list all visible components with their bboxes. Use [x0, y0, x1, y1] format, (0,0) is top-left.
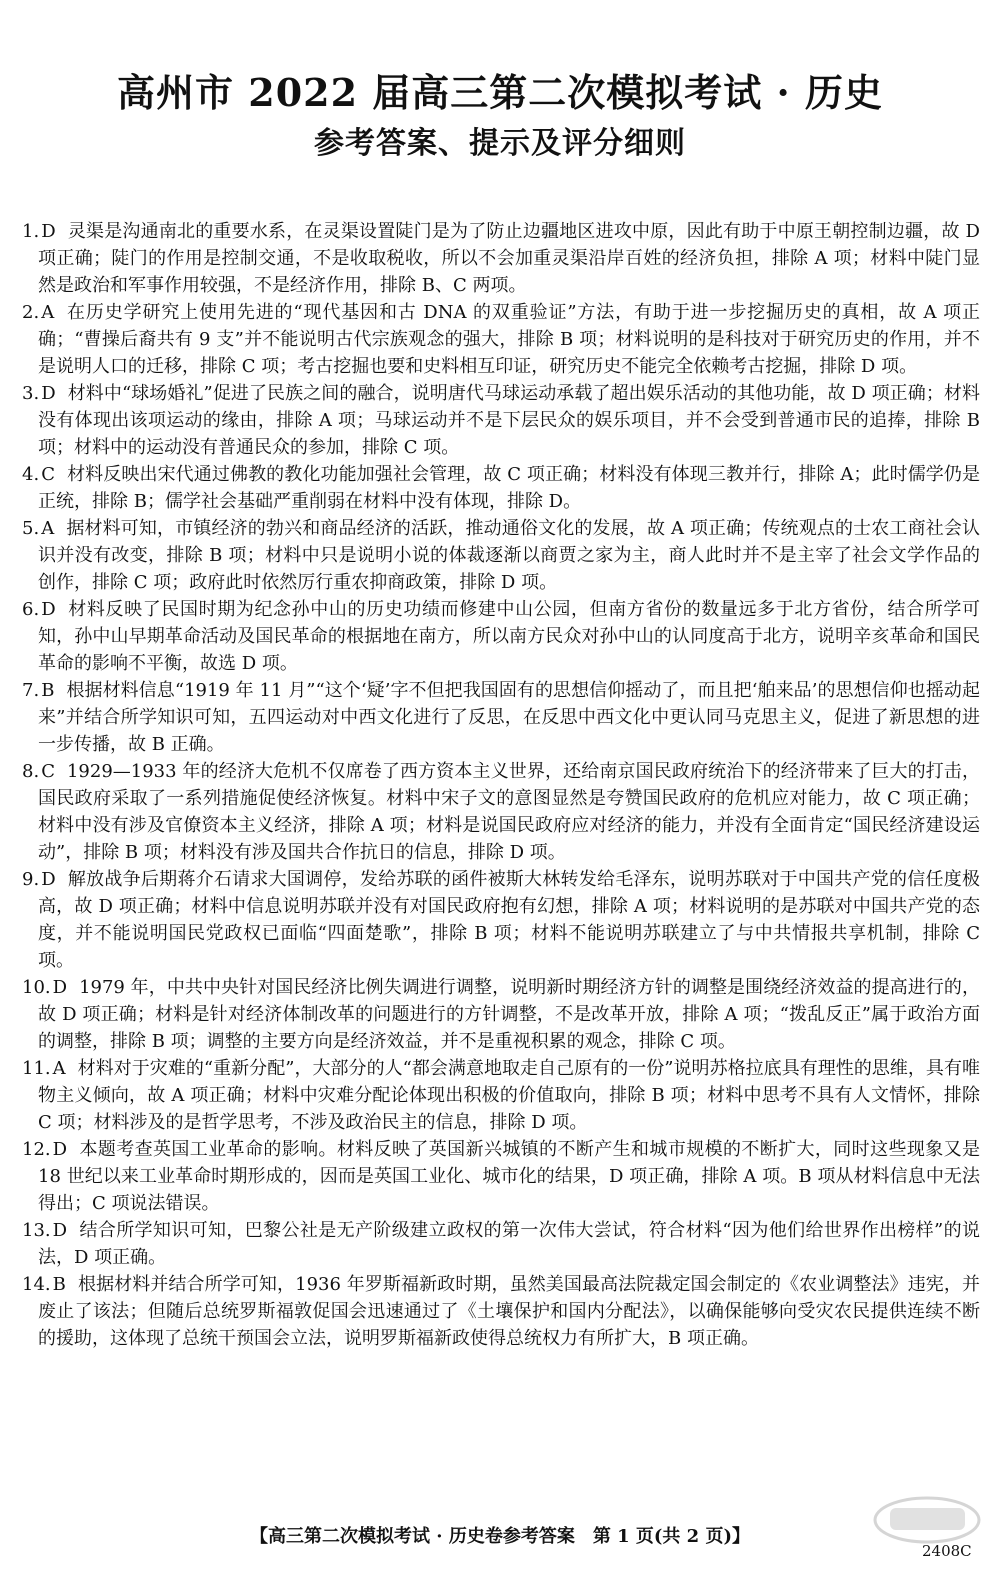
- answer-item: [22, 1055, 980, 1136]
- answer-explanation: 在历史学研究上使用先进的“现代基因和古 DNA 的双重验证”方法，有助于进一步挖掘历史的真相，故 A 项正确；“曹操后裔共有 9 支”并不能说明古代宗族观念的强大，排除 B 项；材料说明的是科技对于研究历史的作用，并不是说明人口的迁移，排除 C 项；考古挖掘也要和史料相互印证，研究历史不能完全依赖考古挖掘，排除 D 项。: [38, 302, 980, 377]
- page-subtitle: 参考答案、提示及评分细则: [314, 126, 686, 161]
- answer-item: [22, 866, 980, 974]
- answer-letter: D: [52, 1220, 68, 1241]
- answer-letter: D: [41, 383, 56, 404]
- question-number: 13.: [22, 1220, 51, 1241]
- answer-explanation: 材料反映了民国时期为纪念孙中山的历史功绩而修建中山公园，但南方省份的数量远多于北方省份，结合所学可知，孙中山早期革命活动及国民革命的根据地在南方，所以南方民众对孙中山的认同度高于北方，说明辛亥革命和国民革命的影响不平衡，故选 D 项。: [38, 599, 980, 674]
- question-number: 3.: [22, 383, 40, 404]
- paper-code: 2408C: [922, 1542, 972, 1560]
- answer-letter: D: [41, 869, 56, 890]
- question-number: 9.: [22, 869, 40, 890]
- question-number: 11.: [22, 1058, 51, 1079]
- answer-letter: A: [41, 302, 55, 323]
- page-title: 高州市 2022 届高三第二次模拟考试 · 历史: [117, 70, 883, 115]
- question-number: 10.: [22, 977, 51, 998]
- answer-explanation: 根据材料信息“1919 年 11 月”“这个‘疑’字不但把我国固有的思想信仰摇动了，而且把‘舶来品’的思想信仰也摇动起来”并结合所学知识可知，五四运动对中西文化进行了反思，在反思中西文化中更认同马克思主义，促进了新思想的进一步传播，故 B 正确。: [38, 680, 980, 755]
- answer-explanation: 根据材料并结合所学可知，1936 年罗斯福新政时期，虽然美国最高法院裁定国会制定的《农业调整法》违宪，并废止了该法；但随后总统罗斯福敦促国会迅速通过了《土壤保护和国内分配法》，以确保能够向受灾农民提供连续不断的援助，这体现了总统干预国会立法，说明罗斯福新政使得总统权力有所扩大，B 项正确。: [38, 1274, 980, 1349]
- answer-explanation: 解放战争后期蒋介石请求大国调停，发给苏联的函件被斯大林转发给毛泽东，说明苏联对于中国共产党的信任度极高，故 D 项正确；材料中信息说明苏联并没有对国民政府抱有幻想，排除 A 项；材料说明的是苏联对中国共产党的态度，并不能说明国民党政权已面临“四面楚歌”，排除 B 项；材料不能说明苏联建立了与中共情报共享机制，排除 C 项。: [38, 869, 980, 971]
- answer-item: [22, 461, 980, 515]
- answer-item: [22, 218, 980, 299]
- answer-item: [22, 974, 980, 1055]
- answer-explanation: 1979 年，中共中央针对国民经济比例失调进行调整，说明新时期经济方针的调整是围绕经济效益的提高进行的，故 D 项正确；材料是针对经济体制改革的问题进行的方针调整，不是改革开放，排除 A 项；“拨乱反正”属于政治方面的调整，排除 B 项；调整的主要方向是经济效益，并不是重视积累的观念，排除 C 项。: [38, 977, 980, 1052]
- answer-letter: D: [52, 1139, 68, 1160]
- answer-letter: D: [41, 221, 56, 242]
- answer-letter: B: [52, 1274, 66, 1295]
- answer-item: [22, 1136, 980, 1217]
- answer-letter: A: [41, 518, 55, 539]
- question-number: 2.: [22, 302, 40, 323]
- answer-letter: B: [41, 680, 55, 701]
- answer-explanation: 材料中“球场婚礼”促进了民族之间的融合，说明唐代马球运动承载了超出娱乐活动的其他功能，故 D 项正确；材料没有体现出该项运动的缘由，排除 A 项；马球运动并不是下层民众的娱乐项目，并不会受到普通市民的追捧，排除 B 项；材料中的运动没有普通民众的参加，排除 C 项。: [38, 383, 980, 458]
- question-number: 5.: [22, 518, 40, 539]
- answer-explanation: 结合所学知识可知，巴黎公社是无产阶级建立政权的第一次伟大尝试，符合材料“因为他们给世界作出榜样”的说法，D 项正确。: [38, 1220, 980, 1268]
- question-number: 4.: [22, 464, 40, 485]
- question-number: 7.: [22, 680, 40, 701]
- answer-explanation: 灵渠是沟通南北的重要水系，在灵渠设置陡门是为了防止边疆地区进攻中原，因此有助于中原王朝控制边疆，故 D 项正确；陡门的作用是控制交通，不是收取税收，所以不会加重灵渠沿岸百姓的经济负担，排除 A 项；材料中陡门显然是政治和军事作用较强，不是经济作用，排除 B、C 两项。: [38, 221, 980, 296]
- answer-item: [22, 1271, 980, 1352]
- answer-item: [22, 299, 980, 380]
- answer-list: [22, 218, 980, 1352]
- answer-item: [22, 758, 980, 866]
- question-number: 14.: [22, 1274, 51, 1295]
- question-number: 8.: [22, 761, 40, 782]
- answer-letter: C: [41, 464, 55, 485]
- answer-item: [22, 677, 980, 758]
- page-footer: 【高三第二次模拟考试 · 历史卷参考答案 第 1 页(共 2 页)】: [250, 1526, 750, 1547]
- answer-explanation: 材料反映出宋代通过佛教的教化功能加强社会管理，故 C 项正确；材料没有体现三教并行，排除 A；此时儒学仍是正统，排除 B；儒学社会基础严重削弱在材料中没有体现，排除 D。: [38, 464, 980, 512]
- question-number: 12.: [22, 1139, 51, 1160]
- answer-item: [22, 515, 980, 596]
- answer-explanation: 材料对于灾难的“重新分配”，大部分的人“都会满意地取走自己原有的一份”说明苏格拉底具有理性的思维，具有唯物主义倾向，故 A 项正确；材料中灾难分配论体现出积极的价值取向，排除 B 项；材料中思考不具有人文情怀，排除 C 项；材料涉及的是哲学思考，不涉及政治民主的信息，排除 D 项。: [38, 1058, 980, 1133]
- answer-explanation: 本题考查英国工业革命的影响。材料反映了英国新兴城镇的不断产生和城市规模的不断扩大，同时这些现象又是 18 世纪以来工业革命时期形成的，因而是英国工业化、城市化的结果，D 项正确，排除 A 项。B 项从材料信息中无法得出；C 项说法错误。: [38, 1139, 980, 1214]
- answer-item: [22, 1217, 980, 1271]
- answer-item: [22, 596, 980, 677]
- question-number: 1.: [22, 221, 40, 242]
- answer-item: [22, 380, 980, 461]
- answer-letter: D: [41, 599, 56, 620]
- answer-letter: A: [52, 1058, 66, 1079]
- answer-explanation: 1929—1933 年的经济大危机不仅席卷了西方资本主义世界，还给南京国民政府统治下的经济带来了巨大的打击，国民政府采取了一系列措施促使经济恢复。材料中宋子文的意图显然是夸赞国民政府的危机应对能力，故 C 项正确；材料中没有涉及官僚资本主义经济，排除 A 项；材料是说国民政府应对经济的能力，并没有全面肯定“国民经济建设运动”，排除 B 项；材料没有涉及国共合作抗日的信息，排除 D 项。: [38, 761, 980, 863]
- answer-explanation: 据材料可知，市镇经济的勃兴和商品经济的活跃，推动通俗文化的发展，故 A 项正确；传统观点的士农工商社会认识并没有改变，排除 B 项；材料中只是说明小说的体裁逐渐以商贾之家为主，商人此时并不是主宰了社会文学作品的创作，排除 C 项；政府此时依然厉行重农抑商政策，排除 D 项。: [38, 518, 980, 593]
- answer-letter: D: [52, 977, 68, 998]
- question-number: 6.: [22, 599, 40, 620]
- answer-letter: C: [41, 761, 55, 782]
